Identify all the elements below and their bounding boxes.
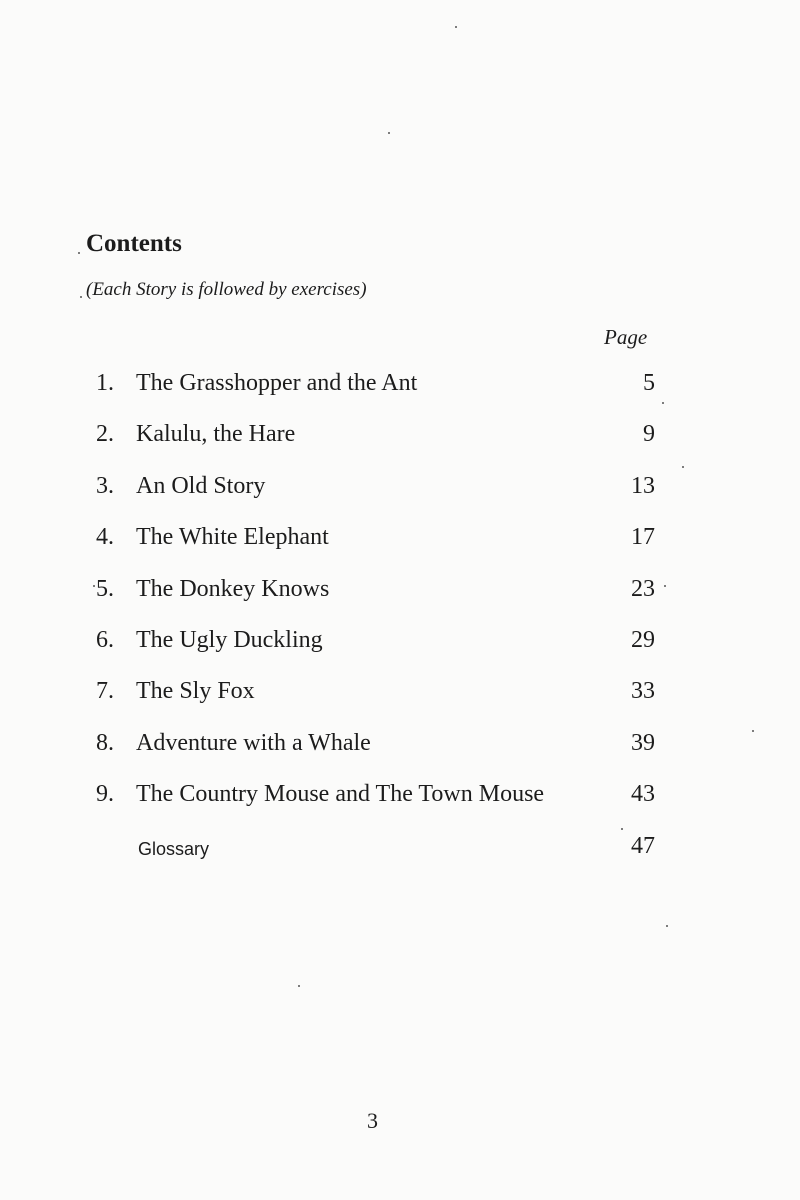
glossary-title: Glossary (138, 838, 210, 859)
table-of-contents (0, 370, 800, 884)
toc-entry-page: 5 (643, 370, 655, 396)
toc-entry-number: 2. (96, 421, 114, 448)
toc-entry-page: 29 (631, 626, 655, 653)
toc-entry (0, 576, 800, 627)
toc-entry (0, 678, 800, 729)
toc-entry-number: 8. (96, 729, 114, 756)
toc-entry (0, 473, 800, 524)
scan-speck (662, 402, 664, 404)
toc-entry-number: 5. (96, 575, 114, 602)
scan-speck (666, 925, 668, 927)
toc-entry-title: Kalulu, the Hare (136, 421, 296, 448)
scan-speck (93, 585, 95, 587)
toc-entry-number: 9. (96, 781, 114, 808)
toc-entry-glossary (0, 833, 800, 884)
toc-entry (0, 627, 800, 678)
glossary-page: 47 (631, 832, 655, 859)
toc-entry (0, 781, 800, 832)
toc-entry-number: 6. (96, 626, 114, 653)
toc-entry-page: 9 (643, 421, 655, 448)
toc-entry-number: 1. (96, 370, 114, 396)
toc-entry-page: 43 (631, 781, 655, 808)
toc-entry-page: 13 (631, 472, 655, 499)
scan-speck (682, 466, 684, 468)
toc-entry (0, 524, 800, 575)
scan-speck (621, 828, 623, 830)
toc-entry-page: 39 (631, 729, 655, 756)
toc-entry-title: An Old Story (136, 472, 266, 499)
scan-speck (78, 252, 80, 254)
contents-title: Contents (86, 230, 182, 257)
toc-entry-number: 3. (96, 472, 114, 499)
toc-entry-title: The Sly Fox (136, 678, 255, 705)
page-column-label: Page (604, 325, 648, 349)
toc-entry-title: The Country Mouse and The Town Mouse (136, 781, 545, 808)
toc-entry-title: The Grasshopper and the Ant (136, 370, 418, 396)
scan-speck (455, 26, 457, 28)
scan-speck (388, 132, 390, 134)
scan-speck (298, 985, 300, 987)
toc-entry-page: 17 (631, 524, 655, 551)
contents-subtitle: (Each Story is followed by exercises) (86, 279, 367, 300)
toc-entry (0, 370, 800, 421)
toc-entry-title: The Ugly Duckling (136, 626, 323, 653)
scan-speck (752, 730, 754, 732)
scan-speck (664, 585, 666, 587)
toc-entry-title: Adventure with a Whale (136, 729, 371, 756)
page-number: 3 (367, 1108, 378, 1133)
toc-entry (0, 730, 800, 781)
toc-entry-number: 4. (96, 524, 114, 551)
scan-speck (80, 296, 82, 298)
toc-entry-title: The White Elephant (136, 524, 329, 551)
toc-entry (0, 421, 800, 472)
toc-entry-page: 33 (631, 678, 655, 705)
toc-entry-number: 7. (96, 678, 114, 705)
toc-entry-title: The Donkey Knows (136, 575, 330, 602)
toc-entry-page: 23 (631, 575, 655, 602)
